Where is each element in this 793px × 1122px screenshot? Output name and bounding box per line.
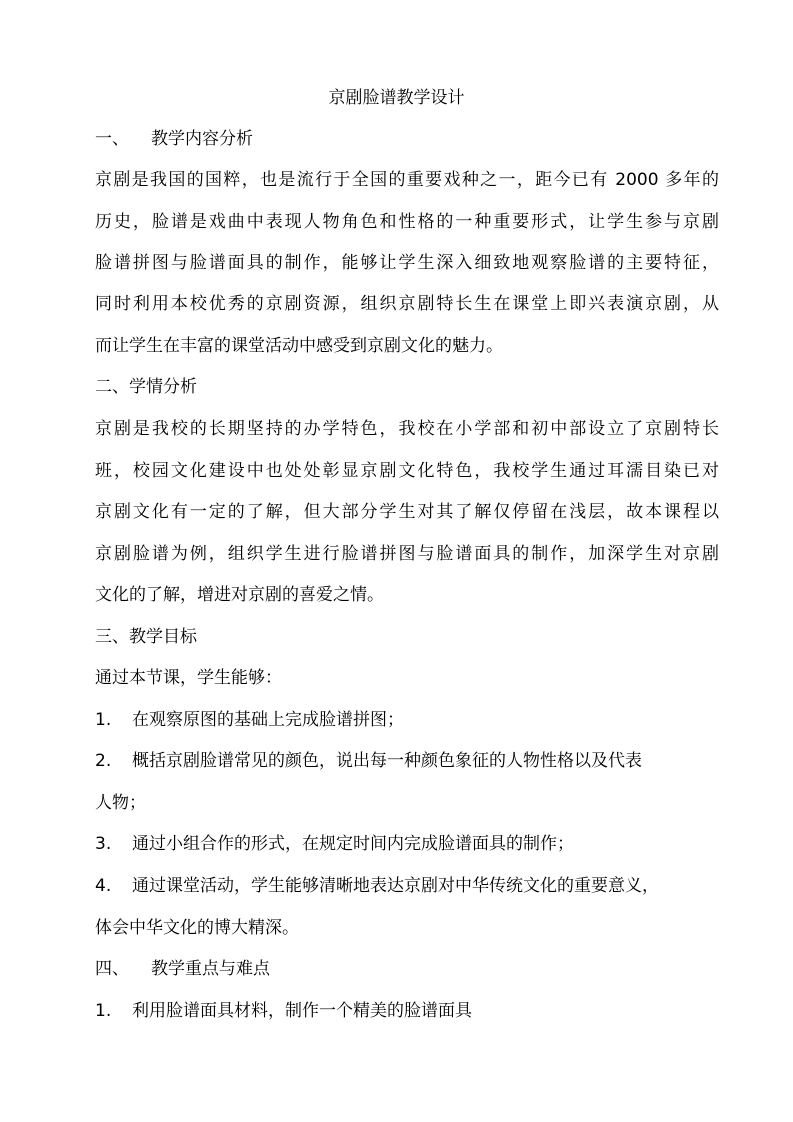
list-text: 利用脸谱面具材料，制作一个精美的脸谱面具: [132, 1001, 472, 1021]
paragraph-line: 历史，脸谱是戏曲中表现人物角色和性格的一种重要形式，让学生参与京剧: [95, 212, 719, 232]
list-text: 在观察原图的基础上完成脸谱拼图；: [132, 710, 404, 730]
list-item: [95, 999, 472, 1023]
list-number: 1.: [95, 710, 112, 730]
section-number: 四、: [95, 959, 129, 979]
list-number: 3.: [95, 834, 112, 854]
document-title: 京剧脸谱教学设计: [328, 88, 465, 108]
list-number: 4.: [95, 876, 112, 896]
list-number: 2.: [95, 751, 112, 771]
paragraph-line: 而让学生在丰富的课堂活动中感受到京剧文化的魅力。: [95, 336, 503, 356]
list-item: [95, 874, 659, 898]
list-item: [95, 832, 574, 856]
list-text: 概括京剧脸谱常见的颜色，说出每一种颜色象征的人物性格以及代表: [132, 751, 642, 771]
section-heading-key-points: [95, 957, 270, 981]
section-heading-content-analysis: [95, 127, 253, 151]
list-item-continuation: 人物；: [95, 793, 146, 813]
paragraph-line: 文化的了解，增进对京剧的喜爱之情。: [95, 585, 384, 605]
section-title: 教学重点与难点: [151, 959, 270, 979]
list-item: [95, 708, 404, 732]
paragraph-line: 同时利用本校优秀的京剧资源，组织京剧特长生在课堂上即兴表演京剧，从: [95, 294, 719, 314]
paragraph-line: 班，校园文化建设中也处处彰显京剧文化特色，我校学生通过耳濡目染已对: [95, 461, 719, 481]
section-title: 教学内容分析: [151, 129, 253, 149]
list-text: 通过小组合作的形式，在规定时间内完成脸谱面具的制作；: [132, 834, 574, 854]
section-heading-objectives: 三、教学目标: [95, 627, 197, 647]
paragraph-line: 京剧文化有一定的了解，但大部分学生对其了解仅停留在浅层，故本课程以: [95, 502, 719, 522]
list-text: 通过课堂活动，学生能够清晰地表达京剧对中华传统文化的重要意义，: [132, 876, 659, 896]
list-item-continuation: 体会中华文化的博大精深。: [95, 918, 299, 938]
paragraph-line: 京剧是我国的国粹，也是流行于全国的重要戏种之一，距今已有 2000 多年的: [95, 170, 719, 190]
list-number: 1.: [95, 1001, 112, 1021]
list-item: [95, 749, 642, 773]
section-number: 一、: [95, 129, 129, 149]
objectives-intro: 通过本节课，学生能够：: [95, 668, 282, 688]
paragraph-line: 京剧脸谱为例，组织学生进行脸谱拼图与脸谱面具的制作，加深学生对京剧: [95, 544, 719, 564]
paragraph-line: 脸谱拼图与脸谱面具的制作，能够让学生深入细致地观察脸谱的主要特征，: [95, 253, 719, 273]
paragraph-line: 京剧是我校的长期坚持的办学特色，我校在小学部和初中部设立了京剧特长: [95, 419, 719, 439]
section-heading-student-analysis: 二、学情分析: [95, 377, 197, 397]
